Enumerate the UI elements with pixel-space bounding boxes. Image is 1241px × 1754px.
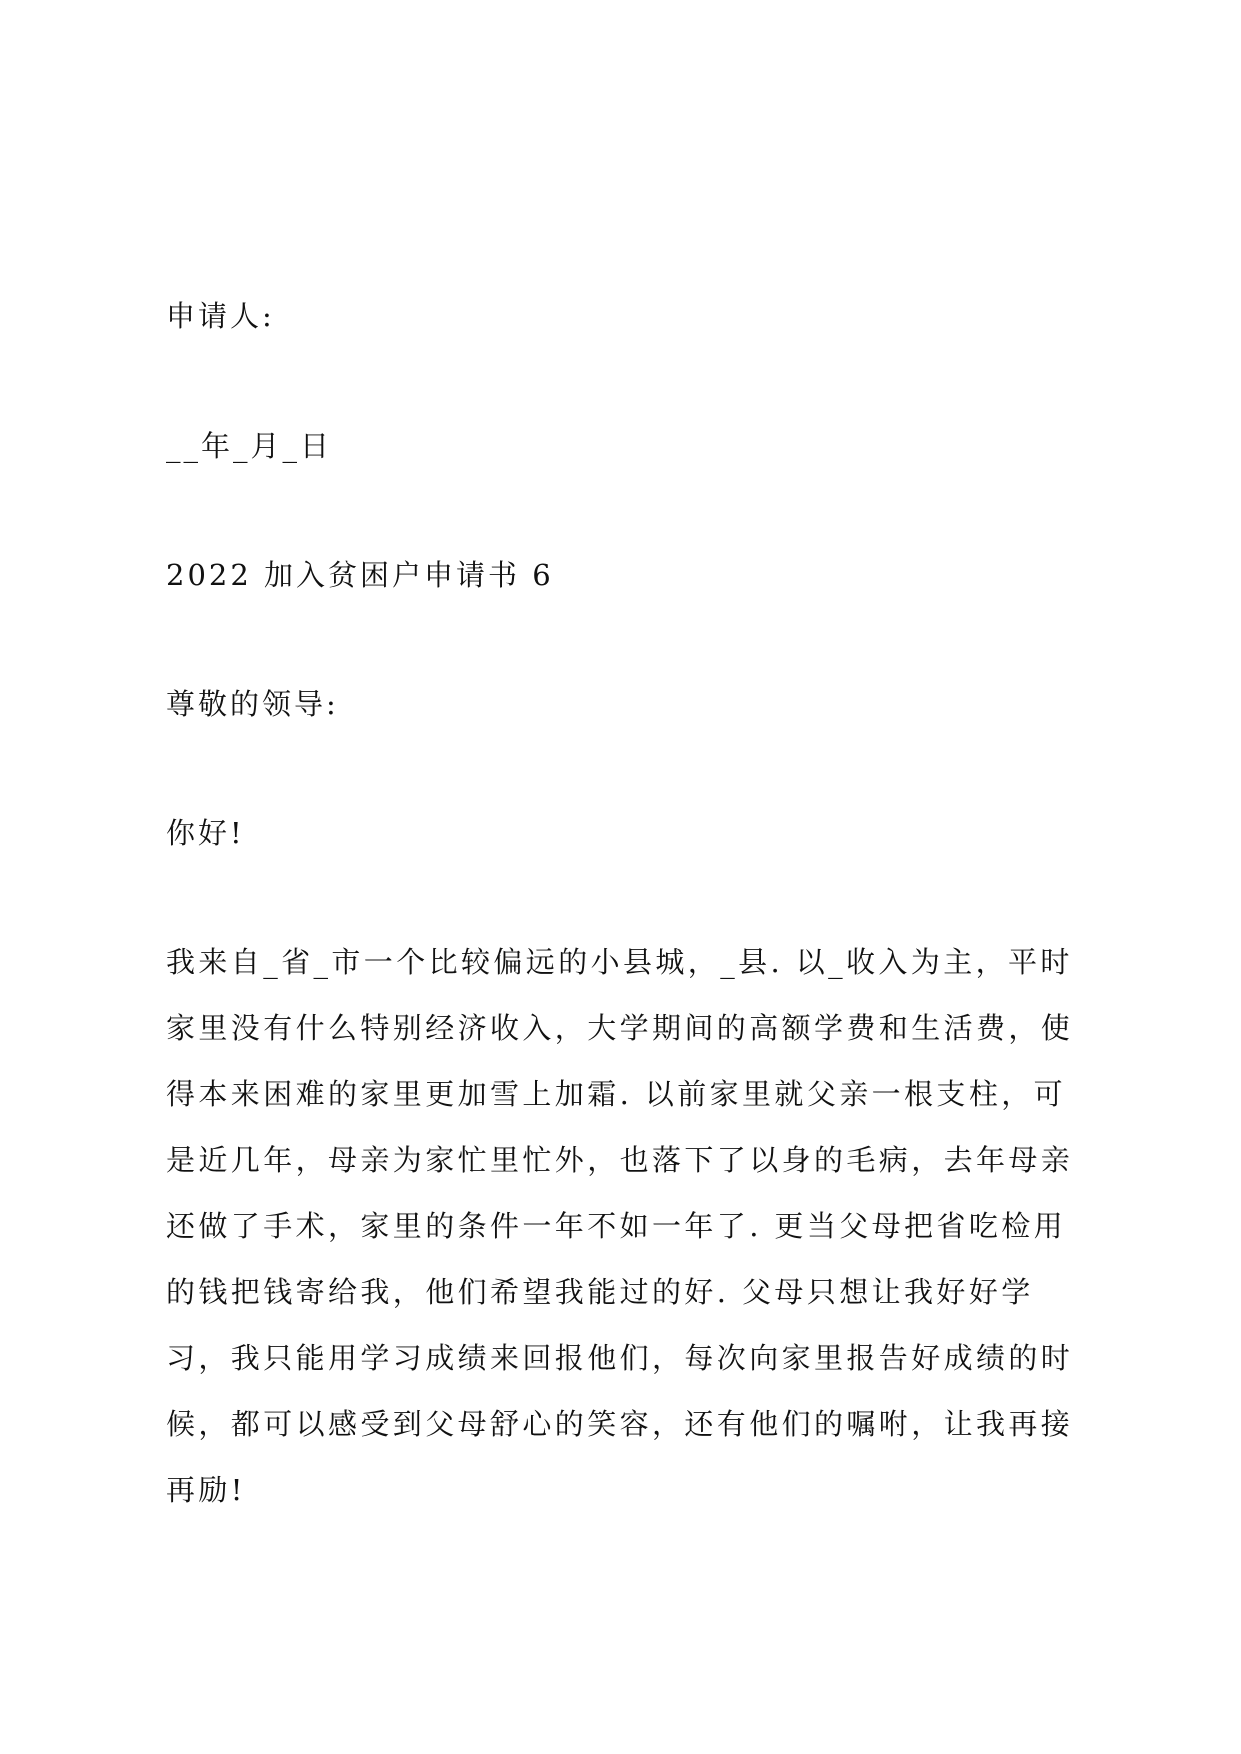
applicant-label: 申请人: bbox=[166, 299, 275, 333]
salutation: 尊敬的领导: bbox=[166, 687, 339, 721]
body-line: 习，我只能用学习成绩来回报他们，每次向家里报告好成绩的时 bbox=[166, 1341, 1074, 1375]
body-line: 家里没有什么特别经济收入，大学期间的高额学费和生活费，使 bbox=[166, 1011, 1074, 1045]
date-line: __年_月_日 bbox=[166, 429, 333, 463]
body-paragraph bbox=[166, 944, 1096, 1538]
body-line: 得本来困难的家里更加雪上加霜. 以前家里就父亲一根支柱，可 bbox=[166, 1077, 1067, 1111]
body-line: 还做了手术，家里的条件一年不如一年了. 更当父母把省吃检用 bbox=[166, 1209, 1067, 1243]
body-line: 我来自_省_市一个比较偏远的小县城，_县. 以_收入为主，平时 bbox=[166, 945, 1073, 979]
document-title: 2022 加入贫困户申请书 6 bbox=[166, 558, 554, 592]
body-line: 候，都可以感受到父母舒心的笑容，还有他们的嘱咐，让我再接 bbox=[166, 1407, 1074, 1441]
greeting: 你好! bbox=[166, 816, 245, 850]
body-line: 的钱把钱寄给我，他们希望我能过的好. 父母只想让我好好学 bbox=[166, 1275, 1034, 1309]
body-line: 是近几年，母亲为家忙里忙外，也落下了以身的毛病，去年母亲 bbox=[166, 1143, 1074, 1177]
body-line: 再励! bbox=[166, 1473, 246, 1507]
